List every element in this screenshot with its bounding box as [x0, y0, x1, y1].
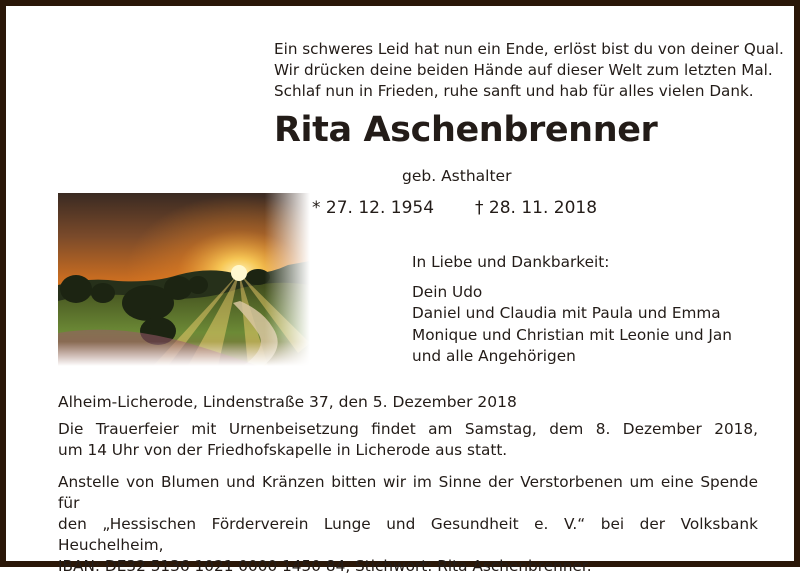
birth-date: * 27. 12. 1954 [312, 198, 435, 218]
mourners-list [412, 252, 732, 368]
donation-line: Anstelle von Blumen und Kränzen bitten wir im Sinne der Verstorbenen um eine Spende für [58, 473, 758, 512]
mourner-line: Dein Udo [412, 282, 483, 301]
memorial-poem [274, 39, 784, 102]
donation-request [58, 472, 758, 577]
sunset-photo [58, 193, 310, 366]
mourner-line: Daniel und Claudia mit Paula und Emma [412, 304, 721, 322]
maiden-name: geb. Asthalter [402, 167, 512, 185]
funeral-info-line: um 14 Uhr von der Friedhofskapelle in Licherode aus statt. [58, 441, 508, 459]
dedication-line: In Liebe und Dankbarkeit: [412, 253, 610, 271]
poem-line: Schlaf nun in Frieden, ruhe sanft und hab für alles vielen Dank. [274, 82, 754, 100]
deceased-name: Rita Aschenbrenner [274, 110, 658, 150]
life-dates [312, 198, 598, 218]
poem-line: Ein schweres Leid hat nun ein Ende, erlöst bist du von deiner Qual. [274, 40, 784, 58]
funeral-info [58, 419, 758, 461]
death-date: † 28. 11. 2018 [475, 198, 598, 218]
poem-line: Wir drücken deine beiden Hände auf dieser Welt zum letzten Mal. [274, 61, 773, 79]
funeral-info-line: Die Trauerfeier mit Urnenbeisetzung findet am Samstag, dem 8. Dezember 2018, [58, 420, 758, 438]
mourner-line: und alle Angehörigen [412, 347, 576, 365]
place-and-date: Alheim-Licherode, Lindenstraße 37, den 5. Dezember 2018 [58, 393, 517, 411]
mourner-line: Monique und Christian mit Leonie und Jan [412, 325, 733, 344]
donation-line: den „Hessischen Förderverein Lunge und Gesundheit e. V.“ bei der Volksbank Heuchelheim, [58, 515, 758, 554]
donation-line: IBAN: DE32 5136 1021 0000 1450 84, Stichwort: Rita Aschenbrenner. [58, 557, 592, 575]
